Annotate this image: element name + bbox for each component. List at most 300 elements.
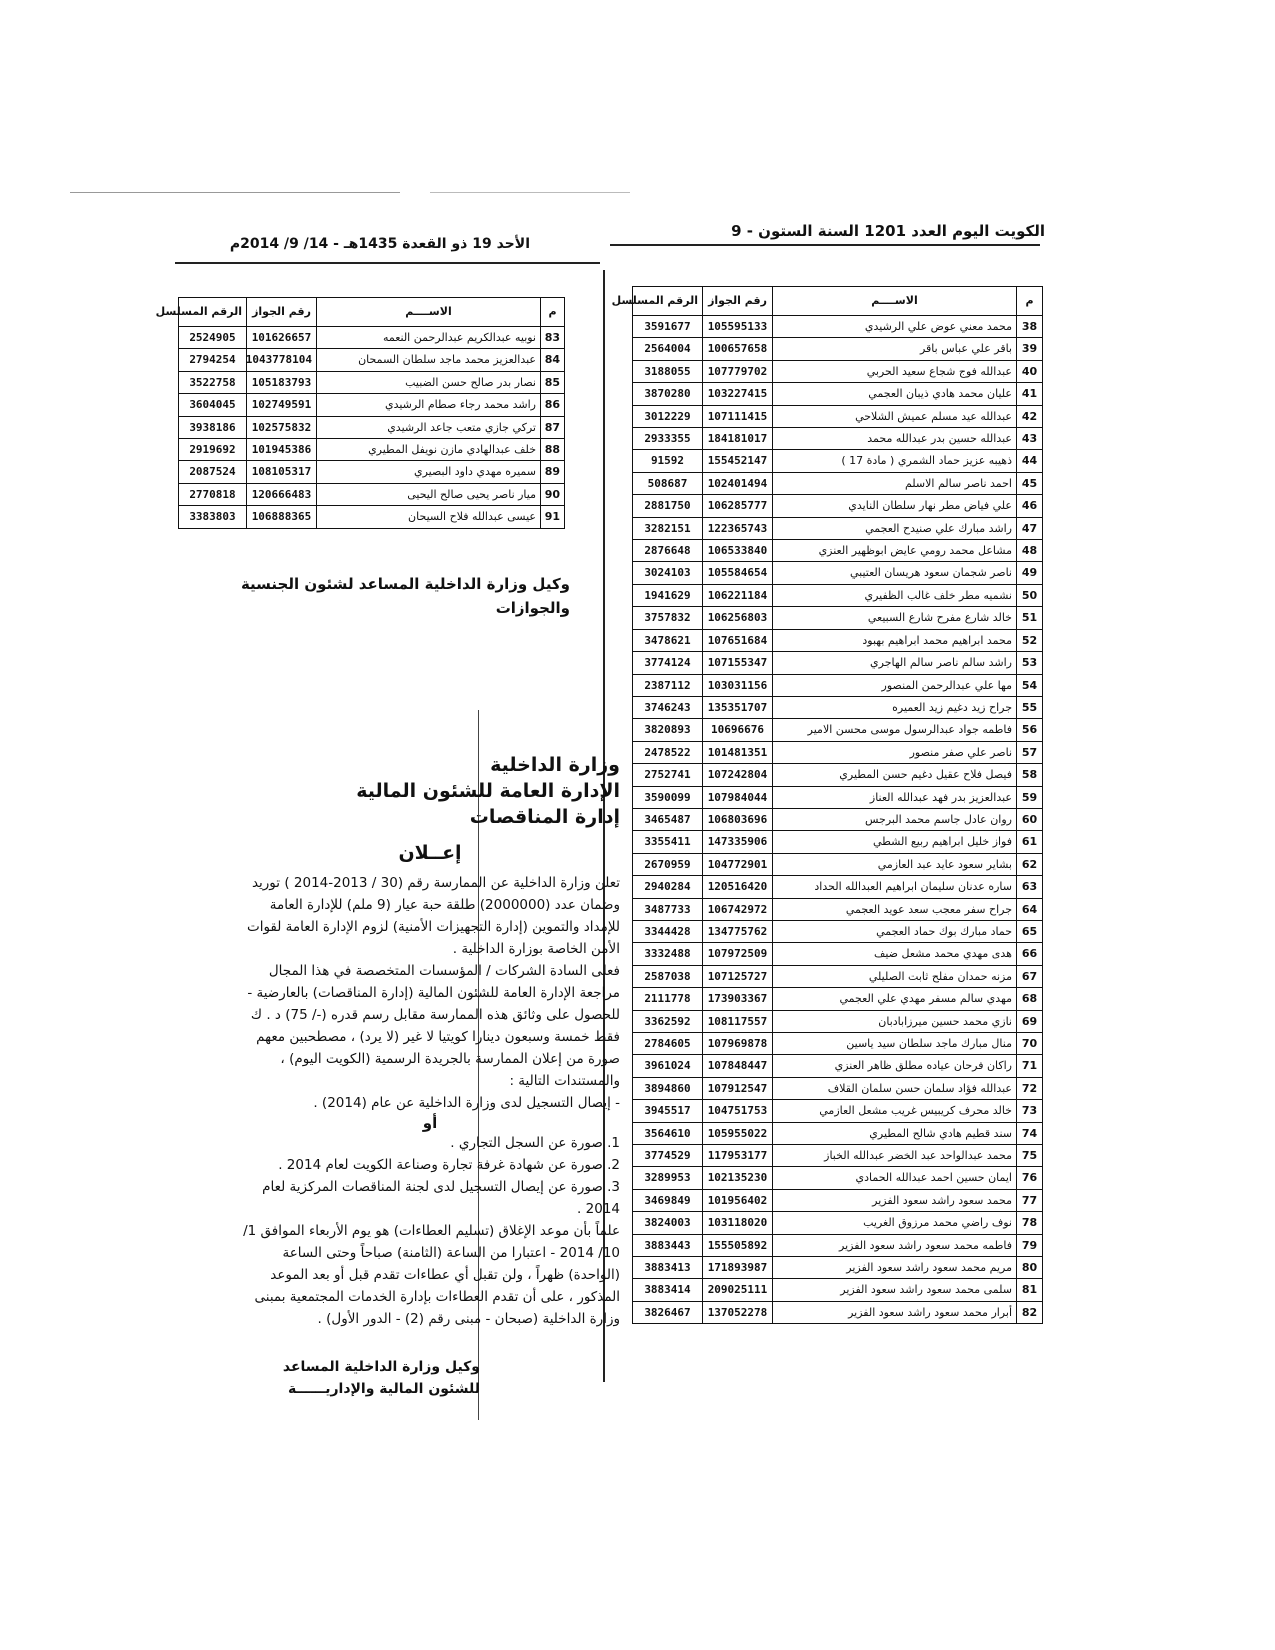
row-name: ذهيبه عزيز حماد الشمري ( مادة 17 ) [773,450,1017,472]
notice-paragraph-2: فعلى السادة الشركات / المؤسسات المتخصصة في هذا المجال مراجعة الإدارة العامة للشئون المالية (إدارة المناقصات) بالعارضية - للحصول على وثائق هذه الممارسة مقابل رسم قدره (-/ 75) د . ك فقط خمسة وسبعون دينارا كويتيا لا غير (لا يرد) ، مصطحبين معهم صورة من إعلان الممارسة بالجريدة الرسمية (الكويت اليوم) ، والمستندات التالية : [247,963,620,1089]
table-row [633,808,1043,830]
col-header-num: م [1017,287,1043,316]
row-passport-number: 1043778104 [247,349,317,371]
table-row [633,853,1043,875]
table-row [633,898,1043,920]
row-number: 86 [541,394,565,416]
row-serial-number: 3012229 [633,405,703,427]
table-row [633,629,1043,651]
table-row [633,338,1043,360]
table-row [633,1257,1043,1279]
row-passport-number: 103118020 [703,1212,773,1234]
table-row [633,674,1043,696]
top-rule-left [70,192,400,193]
table-row [633,1212,1043,1234]
row-serial-number: 3344428 [633,920,703,942]
row-serial-number: 3478621 [633,629,703,651]
row-name: مهدي سالم مسفر مهدي علي العجمي [773,988,1017,1010]
registry-table-right [611,286,1043,1324]
table-row [633,562,1043,584]
row-number: 83 [541,327,565,349]
row-serial-number: 3746243 [633,696,703,718]
row-name: راشد سالم ناصر سالم الهاجري [773,652,1017,674]
row-passport-number: 106221184 [703,584,773,606]
row-passport-number: 104772901 [703,853,773,875]
row-number: 51 [1017,607,1043,629]
row-name: احمد ناصر سالم الاسلم [773,472,1017,494]
row-serial-number: 2794254 [179,349,247,371]
row-serial-number: 3590099 [633,786,703,808]
row-passport-number: 101626657 [247,327,317,349]
table-row [633,965,1043,987]
row-number: 78 [1017,1212,1043,1234]
row-serial-number: 2770818 [179,483,247,505]
row-serial-number: 3945517 [633,1100,703,1122]
row-number: 49 [1017,562,1043,584]
row-number: 58 [1017,764,1043,786]
table-row [633,719,1043,741]
row-number: 88 [541,439,565,461]
row-serial-number: 508687 [633,472,703,494]
row-passport-number: 107848447 [703,1055,773,1077]
row-passport-number: 122365743 [703,517,773,539]
row-name: ناصر علي صفر منصور [773,741,1017,763]
header-date-left: الأحد 19 ذو القعدة 1435هـ - 14/ 9/ 2014م [229,236,530,252]
notice-paragraph-4: علماً بأن موعد الإغلاق (تسليم العطاءات) هو يوم الأربعاء الموافق 1/ 10/ 2014 - اعتبارا من الساعة (الثامنة) صباحاً وحتى الساعة (الواحدة) ظهراً ، ولن تقبل أي عطاءات تقدم قبل أو بعد الموعد المذكور ، على أن تقدم العطاءات بإدارة الخدمات المجتمعية بمبنى وزارة الداخلية (صبحان - مبنى رقم (2) - الدور الأول) . [243,1223,620,1327]
row-serial-number: 3938186 [179,416,247,438]
row-passport-number: 117953177 [703,1145,773,1167]
table-row [179,371,565,393]
table-row [633,1055,1043,1077]
table-row [633,607,1043,629]
row-name: جراح زيد دغيم زيد العميره [773,696,1017,718]
row-passport-number: 137052278 [703,1301,773,1323]
row-number: 76 [1017,1167,1043,1189]
row-name: سند قطيم هادي شالح المطيري [773,1122,1017,1144]
row-passport-number: 10696676 [703,719,773,741]
row-passport-number: 135351707 [703,696,773,718]
row-passport-number: 106533840 [703,540,773,562]
row-name: راشد مبارك علي صنيدح العجمي [773,517,1017,539]
row-number: 82 [1017,1301,1043,1323]
row-passport-number: 103031156 [703,674,773,696]
row-name: مشاعل محمد رومي عايض ابوظهير العنزي [773,540,1017,562]
row-name: عبدالله فوج شجاع سعيد الحربي [773,360,1017,382]
row-serial-number: 2933355 [633,428,703,450]
notice-signature-subtitle: للشئون المالية والإداريــــــة [288,1381,480,1397]
row-number: 69 [1017,1010,1043,1032]
row-number: 67 [1017,965,1043,987]
row-passport-number: 171893987 [703,1257,773,1279]
col-header-serial: الرقم المسلسل [179,298,247,327]
row-passport-number: 107651684 [703,629,773,651]
row-name: محمد معني عوض علي الرشيدي [773,316,1017,338]
row-serial-number: 3469849 [633,1189,703,1211]
notice-paragraph-3: - إيصال التسجيل لدى وزارة الداخلية عن عام (2014) . [313,1095,620,1111]
row-number: 73 [1017,1100,1043,1122]
row-number: 63 [1017,876,1043,898]
row-number: 72 [1017,1077,1043,1099]
row-serial-number: 3591677 [633,316,703,338]
row-serial-number: 3383803 [179,506,247,528]
row-serial-number: 3883414 [633,1279,703,1301]
row-number: 56 [1017,719,1043,741]
table-row [633,696,1043,718]
table-row [633,383,1043,405]
table-row [633,472,1043,494]
row-number: 77 [1017,1189,1043,1211]
row-serial-number: 3024103 [633,562,703,584]
header-issue-right: الكويت اليوم العدد 1201 السنة الستون - 9 [731,222,1045,240]
row-name: علي فياض مطر نهار سلطان النايدي [773,495,1017,517]
row-passport-number: 101481351 [703,741,773,763]
table-row [633,428,1043,450]
row-serial-number: 2876648 [633,540,703,562]
row-number: 54 [1017,674,1043,696]
row-passport-number: 155452147 [703,450,773,472]
table-header-row [179,298,565,327]
row-name: أبرار محمد سعود راشد سعود الفزير [773,1301,1017,1323]
row-serial-number: 3289953 [633,1167,703,1189]
row-name: باقر علي عباس باقر [773,338,1017,360]
table-row [633,1033,1043,1055]
row-name: عبدالله حسين بدر عبدالله محمد [773,428,1017,450]
table-row [633,450,1043,472]
row-number: 40 [1017,360,1043,382]
table-row [179,506,565,528]
table-row [633,1301,1043,1323]
table-row [633,1077,1043,1099]
row-number: 71 [1017,1055,1043,1077]
row-number: 68 [1017,988,1043,1010]
table-row [633,540,1043,562]
row-serial-number: 2752741 [633,764,703,786]
row-serial-number: 3774124 [633,652,703,674]
row-serial-number: 2784605 [633,1033,703,1055]
row-passport-number: 155505892 [703,1234,773,1256]
row-passport-number: 209025111 [703,1279,773,1301]
row-name: فيصل فلاح عقيل دغيم حسن المطيري [773,764,1017,786]
row-serial-number: 2524905 [179,327,247,349]
notice-item-1: 1. صورة عن السجل التجاري . [450,1135,620,1151]
row-number: 89 [541,461,565,483]
col-header-passport: رقم الجواز [703,287,773,316]
row-passport-number: 106742972 [703,898,773,920]
row-passport-number: 106285777 [703,495,773,517]
row-serial-number: 3757832 [633,607,703,629]
row-name: حماد مبارك بوك حماد العجمي [773,920,1017,942]
row-serial-number: 91592 [633,450,703,472]
row-serial-number: 3465487 [633,808,703,830]
table-row [633,1234,1043,1256]
row-name: فاطمه محمد سعود راشد سعود الفزير [773,1234,1017,1256]
header-underline-left [175,262,600,264]
row-passport-number: 106888365 [247,506,317,528]
row-serial-number: 2881750 [633,495,703,517]
row-number: 59 [1017,786,1043,808]
row-name: فواز خليل ابراهيم ربيع الشطي [773,831,1017,853]
table-row [179,416,565,438]
row-passport-number: 102401494 [703,472,773,494]
notice-paragraph-1: تعلن وزارة الداخلية عن الممارسة رقم (30 / 2013-2014 ) توريد وضمان عدد (2000000) طلقة حبة عيار (9 ملم) للإدارة العامة للإمداد والتموين (إدارة التجهيزات الأمنية) لزوم الإدارة العامة لقوات الأمن الخاصة بوزارة الداخلية . [247,875,620,957]
row-serial-number: 3820893 [633,719,703,741]
row-passport-number: 102135230 [703,1167,773,1189]
row-number: 87 [541,416,565,438]
row-passport-number: 106803696 [703,808,773,830]
table-row [633,741,1043,763]
row-name: خالد شارع مفرح شارع السبيعي [773,607,1017,629]
row-passport-number: 105955022 [703,1122,773,1144]
row-number: 66 [1017,943,1043,965]
row-serial-number: 2670959 [633,853,703,875]
row-number: 57 [1017,741,1043,763]
row-serial-number: 3824003 [633,1212,703,1234]
table-row [633,316,1043,338]
row-number: 91 [541,506,565,528]
row-name: نوف راضي محمد مرزوق الغريب [773,1212,1017,1234]
row-number: 74 [1017,1122,1043,1144]
row-passport-number: 105584654 [703,562,773,584]
row-number: 79 [1017,1234,1043,1256]
table-row [633,920,1043,942]
table-row [633,1100,1043,1122]
row-name: محمد عبدالواحد عبد الخضر عبدالله الخباز [773,1145,1017,1167]
table-row [633,786,1043,808]
row-serial-number: 2564004 [633,338,703,360]
row-serial-number: 3826467 [633,1301,703,1323]
row-passport-number: 103227415 [703,383,773,405]
row-number: 39 [1017,338,1043,360]
row-name: عيسى عبدالله فلاح السيحان [317,506,541,528]
row-name: روان عادل جاسم محمد البرجس [773,808,1017,830]
table-row [179,349,565,371]
row-serial-number: 1941629 [633,584,703,606]
row-serial-number: 3870280 [633,383,703,405]
table-row [633,1189,1043,1211]
row-number: 84 [541,349,565,371]
row-passport-number: 107779702 [703,360,773,382]
notice-or: أو [422,1114,438,1132]
row-number: 62 [1017,853,1043,875]
notice-signature-title: وكيل وزارة الداخلية المساعد [282,1359,480,1375]
row-name: هدى مهدي محمد مشعل ضيف [773,943,1017,965]
row-name: مريم محمد سعود راشد سعود الفزير [773,1257,1017,1279]
table-row [633,1167,1043,1189]
row-passport-number: 108117557 [703,1010,773,1032]
row-passport-number: 173903367 [703,988,773,1010]
row-passport-number: 134775762 [703,920,773,942]
row-name: نصار بدر صالح حسن الضبيب [317,371,541,393]
row-name: ساره عدنان سليمان ابراهيم العبدالله الحداد [773,876,1017,898]
row-passport-number: 120516420 [703,876,773,898]
row-name: راشد محمد رجاء صطام الرشيدي [317,394,541,416]
row-name: محمد ابراهيم محمد ابراهيم بهبود [773,629,1017,651]
table-row [633,831,1043,853]
row-passport-number: 102575832 [247,416,317,438]
notice-item-3: 3. صورة عن إيصال التسجيل لدى لجنة المناقصات المركزية لعام 2014 . [262,1179,620,1217]
row-serial-number: 3894860 [633,1077,703,1099]
col-header-name: الاســــم [317,298,541,327]
row-name: مزنه حمدان مفلح ثابت الصليلي [773,965,1017,987]
table-row [633,943,1043,965]
row-number: 48 [1017,540,1043,562]
row-name: جراح سفر معجب سعد عويد العجمي [773,898,1017,920]
col-header-passport: رقم الجواز [247,298,317,327]
row-serial-number: 3961024 [633,1055,703,1077]
row-passport-number: 102749591 [247,394,317,416]
row-number: 41 [1017,383,1043,405]
row-name: عبدالعزيز بدر فهد عبدالله العناز [773,786,1017,808]
notice-department: الإدارة العامة للشئون المالية [356,780,620,802]
table-row [633,1279,1043,1301]
row-name: منال مبارك ماجد سلطان سيد ياسين [773,1033,1017,1055]
row-name: بشاير سعود عايد عبد العازمي [773,853,1017,875]
row-name: عليان محمد هادي ذيبان العجمي [773,383,1017,405]
row-number: 85 [541,371,565,393]
row-serial-number: 3332488 [633,943,703,965]
table-row [633,495,1043,517]
row-name: نازي محمد حسين ميرزابادبان [773,1010,1017,1032]
table-row [179,327,565,349]
row-passport-number: 107111415 [703,405,773,427]
row-number: 61 [1017,831,1043,853]
row-passport-number: 107984044 [703,786,773,808]
table-header-row [633,287,1043,316]
row-passport-number: 101945386 [247,439,317,461]
row-number: 47 [1017,517,1043,539]
row-name: عبدالله عيد مسلم عميش الشلاحي [773,405,1017,427]
row-number: 52 [1017,629,1043,651]
row-serial-number: 3774529 [633,1145,703,1167]
row-serial-number: 3883413 [633,1257,703,1279]
row-serial-number: 2919692 [179,439,247,461]
table-row [633,876,1043,898]
notice-title: إعــلان [398,842,462,864]
row-serial-number: 3355411 [633,831,703,853]
row-name: تركي جازي متعب جاعد الرشيدي [317,416,541,438]
row-number: 46 [1017,495,1043,517]
row-number: 42 [1017,405,1043,427]
row-name: نشميه مطر خلف غالب الظفيري [773,584,1017,606]
row-serial-number: 2087524 [179,461,247,483]
row-name: ناصر شجمان سعود هريسان العتيبي [773,562,1017,584]
header-underline-right [610,244,1040,246]
row-passport-number: 106256803 [703,607,773,629]
row-number: 44 [1017,450,1043,472]
tender-notice [240,752,620,1400]
row-number: 50 [1017,584,1043,606]
row-number: 80 [1017,1257,1043,1279]
row-number: 65 [1017,920,1043,942]
row-number: 43 [1017,428,1043,450]
row-passport-number: 147335906 [703,831,773,853]
row-name: خالد محرف كريبيس غريب مشعل العازمي [773,1100,1017,1122]
table-row [633,1122,1043,1144]
row-serial-number: 3604045 [179,394,247,416]
row-name: راكان فرحان عياده مطلق ظاهر العنزي [773,1055,1017,1077]
row-name: نوبيه عبدالكريم عبدالرحمن النعمه [317,327,541,349]
row-passport-number: 107125727 [703,965,773,987]
row-serial-number: 3564610 [633,1122,703,1144]
table-row [179,483,565,505]
table-row [633,652,1043,674]
signature-nationality-passports: وكيل وزارة الداخلية المساعد لشئون الجنسية والجوازات [240,575,570,617]
row-serial-number: 2478522 [633,741,703,763]
table-row [179,394,565,416]
table-row [633,405,1043,427]
row-passport-number: 107155347 [703,652,773,674]
top-rule-right [430,192,630,193]
notice-item-2: 2. صورة عن شهادة غرفة تجارة وصناعة الكويت لعام 2014 . [278,1157,620,1173]
row-serial-number: 3282151 [633,517,703,539]
row-passport-number: 107969878 [703,1033,773,1055]
table-row [633,1145,1043,1167]
row-number: 64 [1017,898,1043,920]
row-passport-number: 108105317 [247,461,317,483]
row-name: مها علي عبدالرحمن المنصور [773,674,1017,696]
notice-ministry: وزارة الداخلية [490,754,620,776]
col-header-name: الاســــم [773,287,1017,316]
row-number: 60 [1017,808,1043,830]
row-name: ميار ناصر يحيى صالح اليحيى [317,483,541,505]
row-passport-number: 105183793 [247,371,317,393]
row-passport-number: 107912547 [703,1077,773,1099]
row-number: 38 [1017,316,1043,338]
col-header-serial: الرقم المسلسل [633,287,703,316]
row-serial-number: 2111778 [633,988,703,1010]
row-name: خلف عبدالهادي مازن نويفل المطيري [317,439,541,461]
row-serial-number: 3188055 [633,360,703,382]
notice-section: إدارة المناقصات [469,806,620,828]
table-row [633,360,1043,382]
row-serial-number: 2387112 [633,674,703,696]
row-passport-number: 184181017 [703,428,773,450]
row-serial-number: 2940284 [633,876,703,898]
row-passport-number: 100657658 [703,338,773,360]
row-passport-number: 101956402 [703,1189,773,1211]
row-passport-number: 107242804 [703,764,773,786]
row-number: 55 [1017,696,1043,718]
row-name: سلمى محمد سعود راشد سعود الفزير [773,1279,1017,1301]
table-row [179,439,565,461]
row-passport-number: 120666483 [247,483,317,505]
row-number: 81 [1017,1279,1043,1301]
table-row [633,988,1043,1010]
col-header-num: م [541,298,565,327]
table-row [633,1010,1043,1032]
row-serial-number: 3883443 [633,1234,703,1256]
row-passport-number: 105595133 [703,316,773,338]
row-passport-number: 104751753 [703,1100,773,1122]
row-number: 53 [1017,652,1043,674]
table-row [179,461,565,483]
row-serial-number: 3522758 [179,371,247,393]
row-name: ايمان حسين احمد عبدالله الحمادي [773,1167,1017,1189]
row-number: 90 [541,483,565,505]
table-row [633,517,1043,539]
row-name: سميره مهدي داود البصيري [317,461,541,483]
row-name: فاطمه جواد عبدالرسول موسى محسن الامير [773,719,1017,741]
row-serial-number: 3362592 [633,1010,703,1032]
row-serial-number: 2587038 [633,965,703,987]
row-passport-number: 107972509 [703,943,773,965]
table-row [633,764,1043,786]
row-name: عبدالعزيز محمد ماجد سلطان السمحان [317,349,541,371]
row-serial-number: 3487733 [633,898,703,920]
row-name: محمد سعود راشد سعود الفزير [773,1189,1017,1211]
row-name: عبدالله فؤاد سلمان حسن سلمان القلاف [773,1077,1017,1099]
row-number: 70 [1017,1033,1043,1055]
